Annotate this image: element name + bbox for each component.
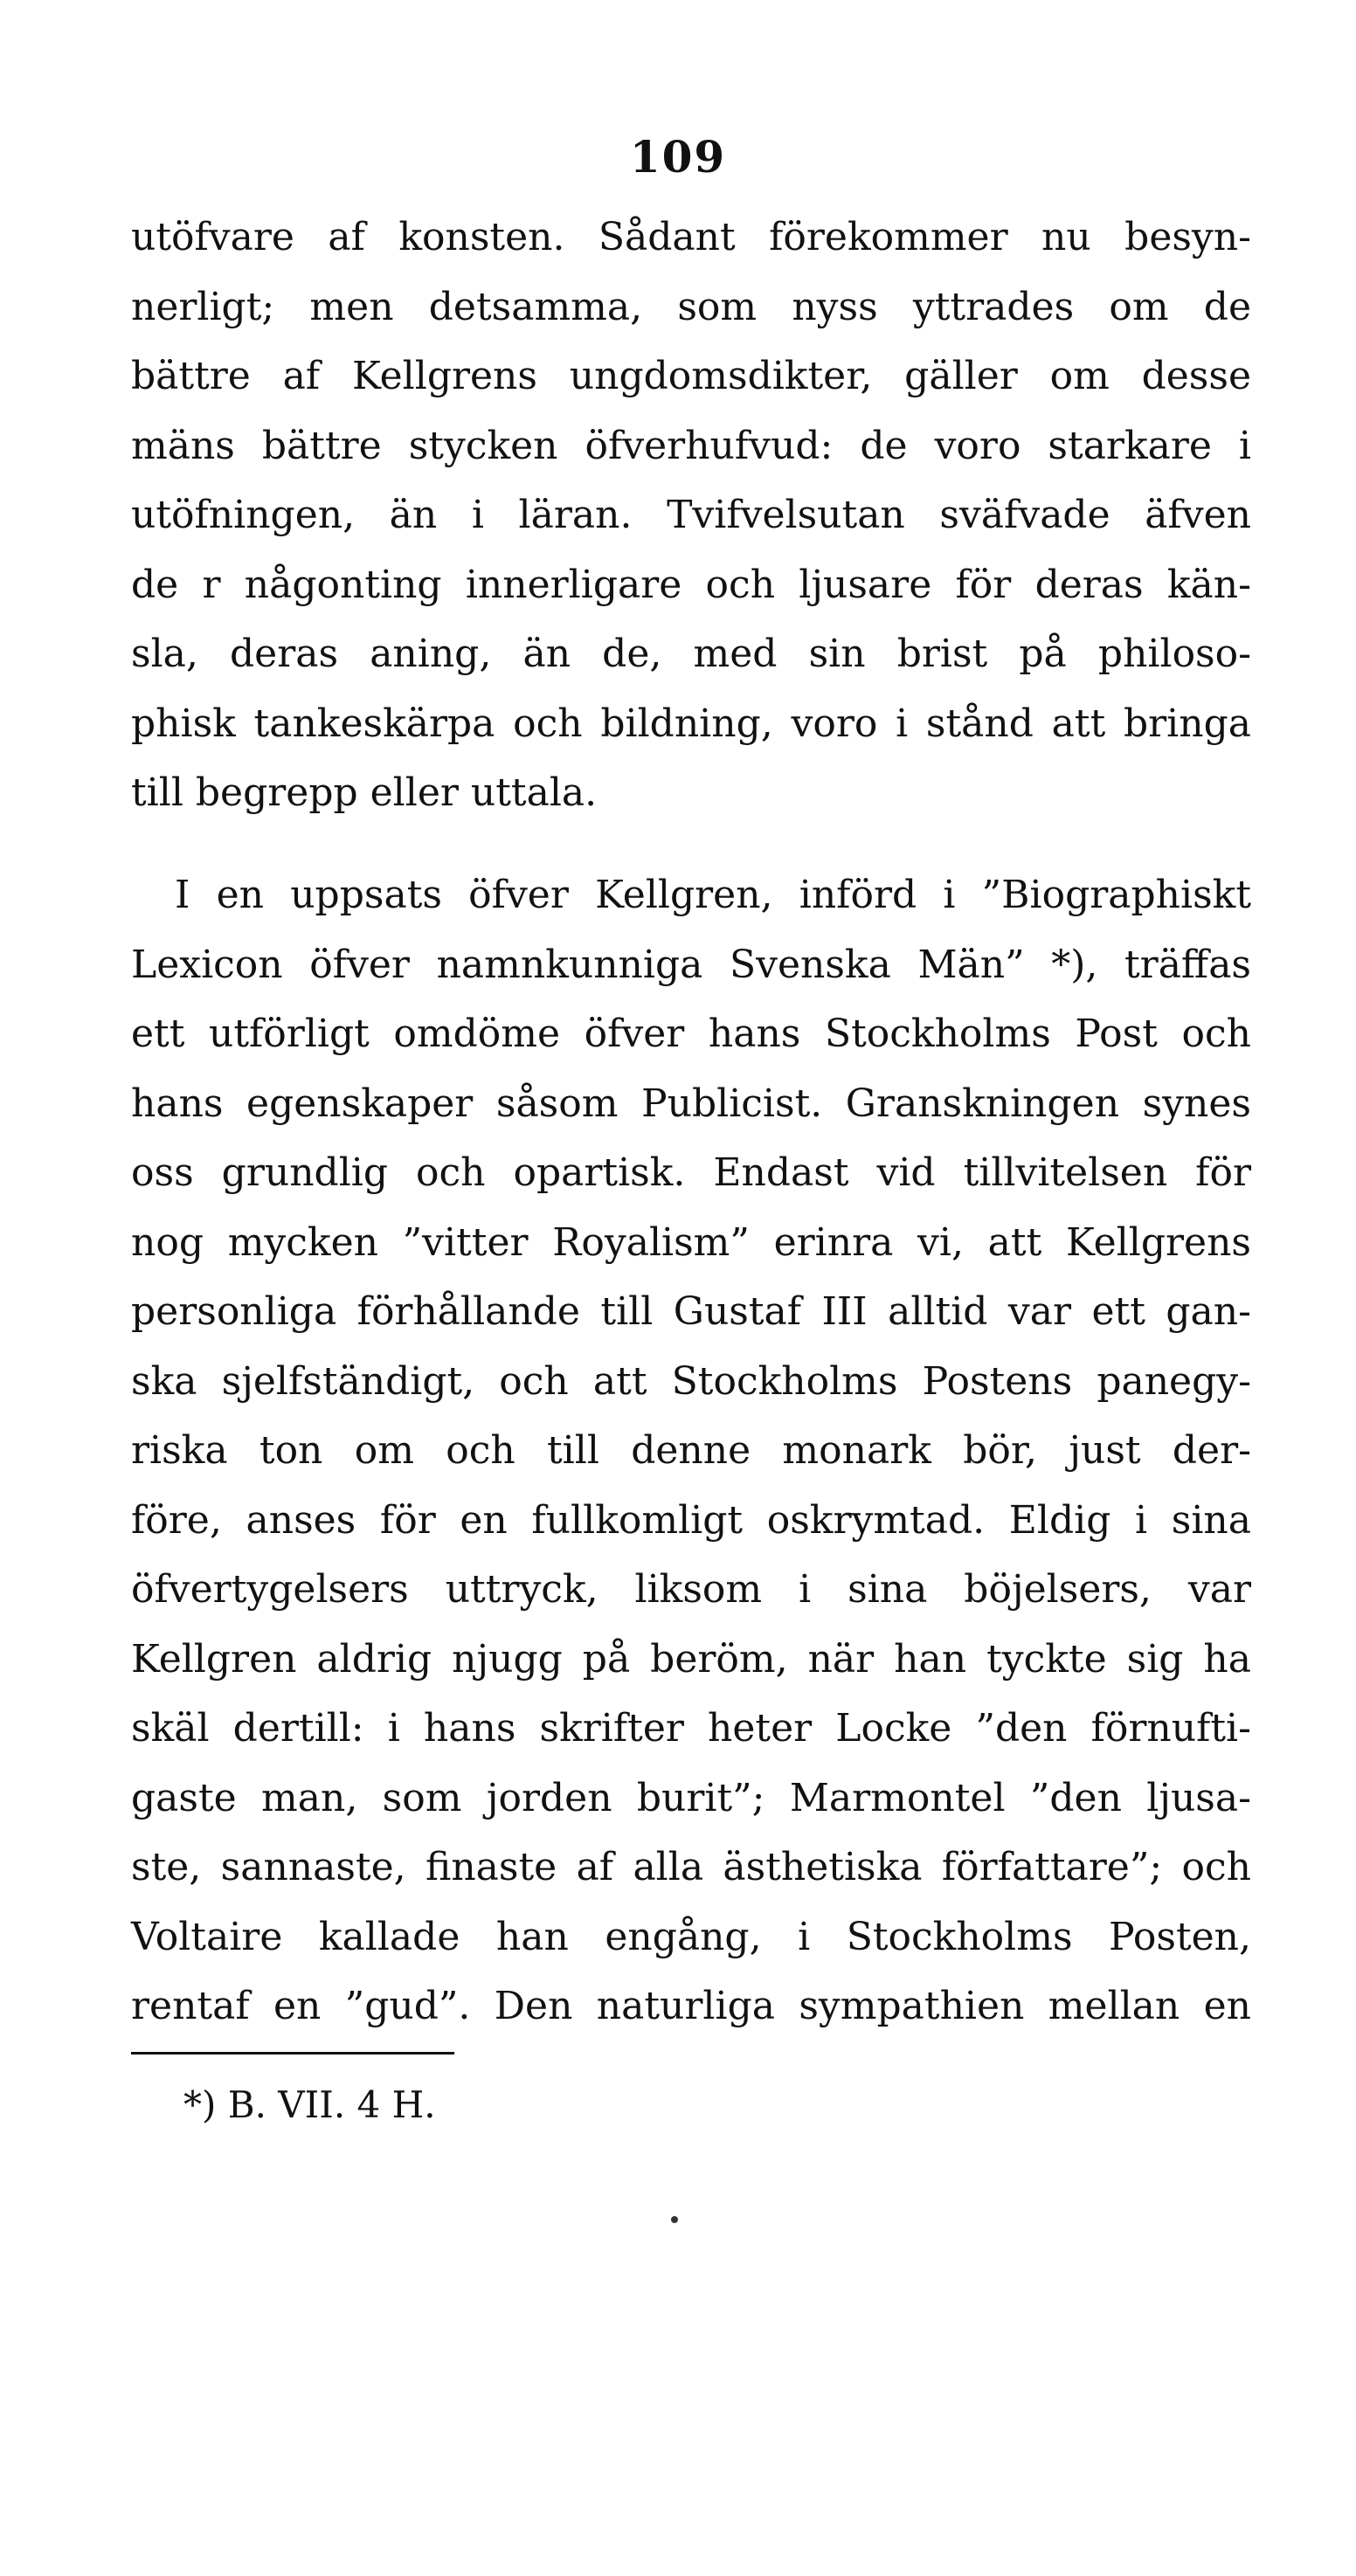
text-line: gaste man, som jorden burit”; Marmontel ”den ljusa- [131, 1775, 1251, 1820]
text-line: ste, sannaste, finaste af alla ästhetiska författare”; och [131, 1845, 1251, 1889]
text-line: de r någonting innerligare och ljusare för deras kän- [131, 562, 1251, 607]
text-line: ska sjelfständigt, och att Stockholms Postens panegy- [131, 1358, 1251, 1404]
paragraph-1 [131, 203, 1251, 828]
text-line: Kellgren aldrig njugg på beröm, när han tyckte sig ha [131, 1636, 1251, 1682]
text-line: mäns bättre stycken öfverhufvud: de voro starkare i [131, 423, 1251, 468]
footnote: *) B. VII. 4 H. [183, 2083, 436, 2126]
text-line: rentaf en ”gud”. Den naturliga sympathien mellan en [131, 1984, 1251, 2028]
text-line: oss grundlig och opartisk. Endast vid tillvitelsen för [131, 1150, 1251, 1195]
text-line: Voltaire kallade han engång, i Stockholms Posten, [131, 1914, 1251, 1959]
text-line: riska ton om och till denne monark bör, just der- [131, 1428, 1251, 1473]
text-line: phisk tankeskärpa och bildning, voro i stånd att bringa [131, 701, 1251, 746]
text-line: nerligt; men detsamma, som nyss yttrades om de [131, 284, 1251, 329]
text-line: utöfningen, än i läran. Tvifvelsutan sväfvade äfven [131, 493, 1251, 537]
text-line: bättre af Kellgrens ungdomsdikter, gäller om desse [131, 354, 1251, 398]
text-line: ett utförligt omdöme öfver hans Stockholms Post och [131, 1012, 1251, 1056]
text-line: Lexicon öfver namnkunniga Svenska Män” *), träffas [131, 942, 1251, 987]
text-line: hans egenskaper såsom Publicist. Granskningen synes [131, 1081, 1251, 1126]
page-number: 109 [629, 131, 727, 183]
text-line: till begrepp eller uttala. [131, 770, 598, 815]
footnote-divider [131, 2052, 454, 2055]
text-line: personliga förhållande till Gustaf III alltid var ett gan- [131, 1289, 1251, 1334]
paragraph-2 [131, 860, 1251, 2041]
text-line: nog mycken ”vitter Royalism” erinra vi, att Kellgrens [131, 1219, 1251, 1265]
text-line: skäl dertill: i hans skrifter heter Locke ”den förnufti- [131, 1706, 1251, 1751]
text-line: före, anses för en fullkomligt oskrymtad. Eldig i sina [131, 1497, 1251, 1543]
ink-speck [671, 2216, 678, 2223]
text-line: öfvertygelsers uttryck, liksom i sina böjelsers, var [131, 1567, 1251, 1612]
text-line: sla, deras aning, än de, med sin brist på philoso- [131, 632, 1251, 676]
text-line: utöfvare af konsten. Sådant förekommer nu besyn- [131, 215, 1251, 259]
text-line: I en uppsats öfver Kellgren, införd i ”Biographiskt [175, 873, 1251, 917]
